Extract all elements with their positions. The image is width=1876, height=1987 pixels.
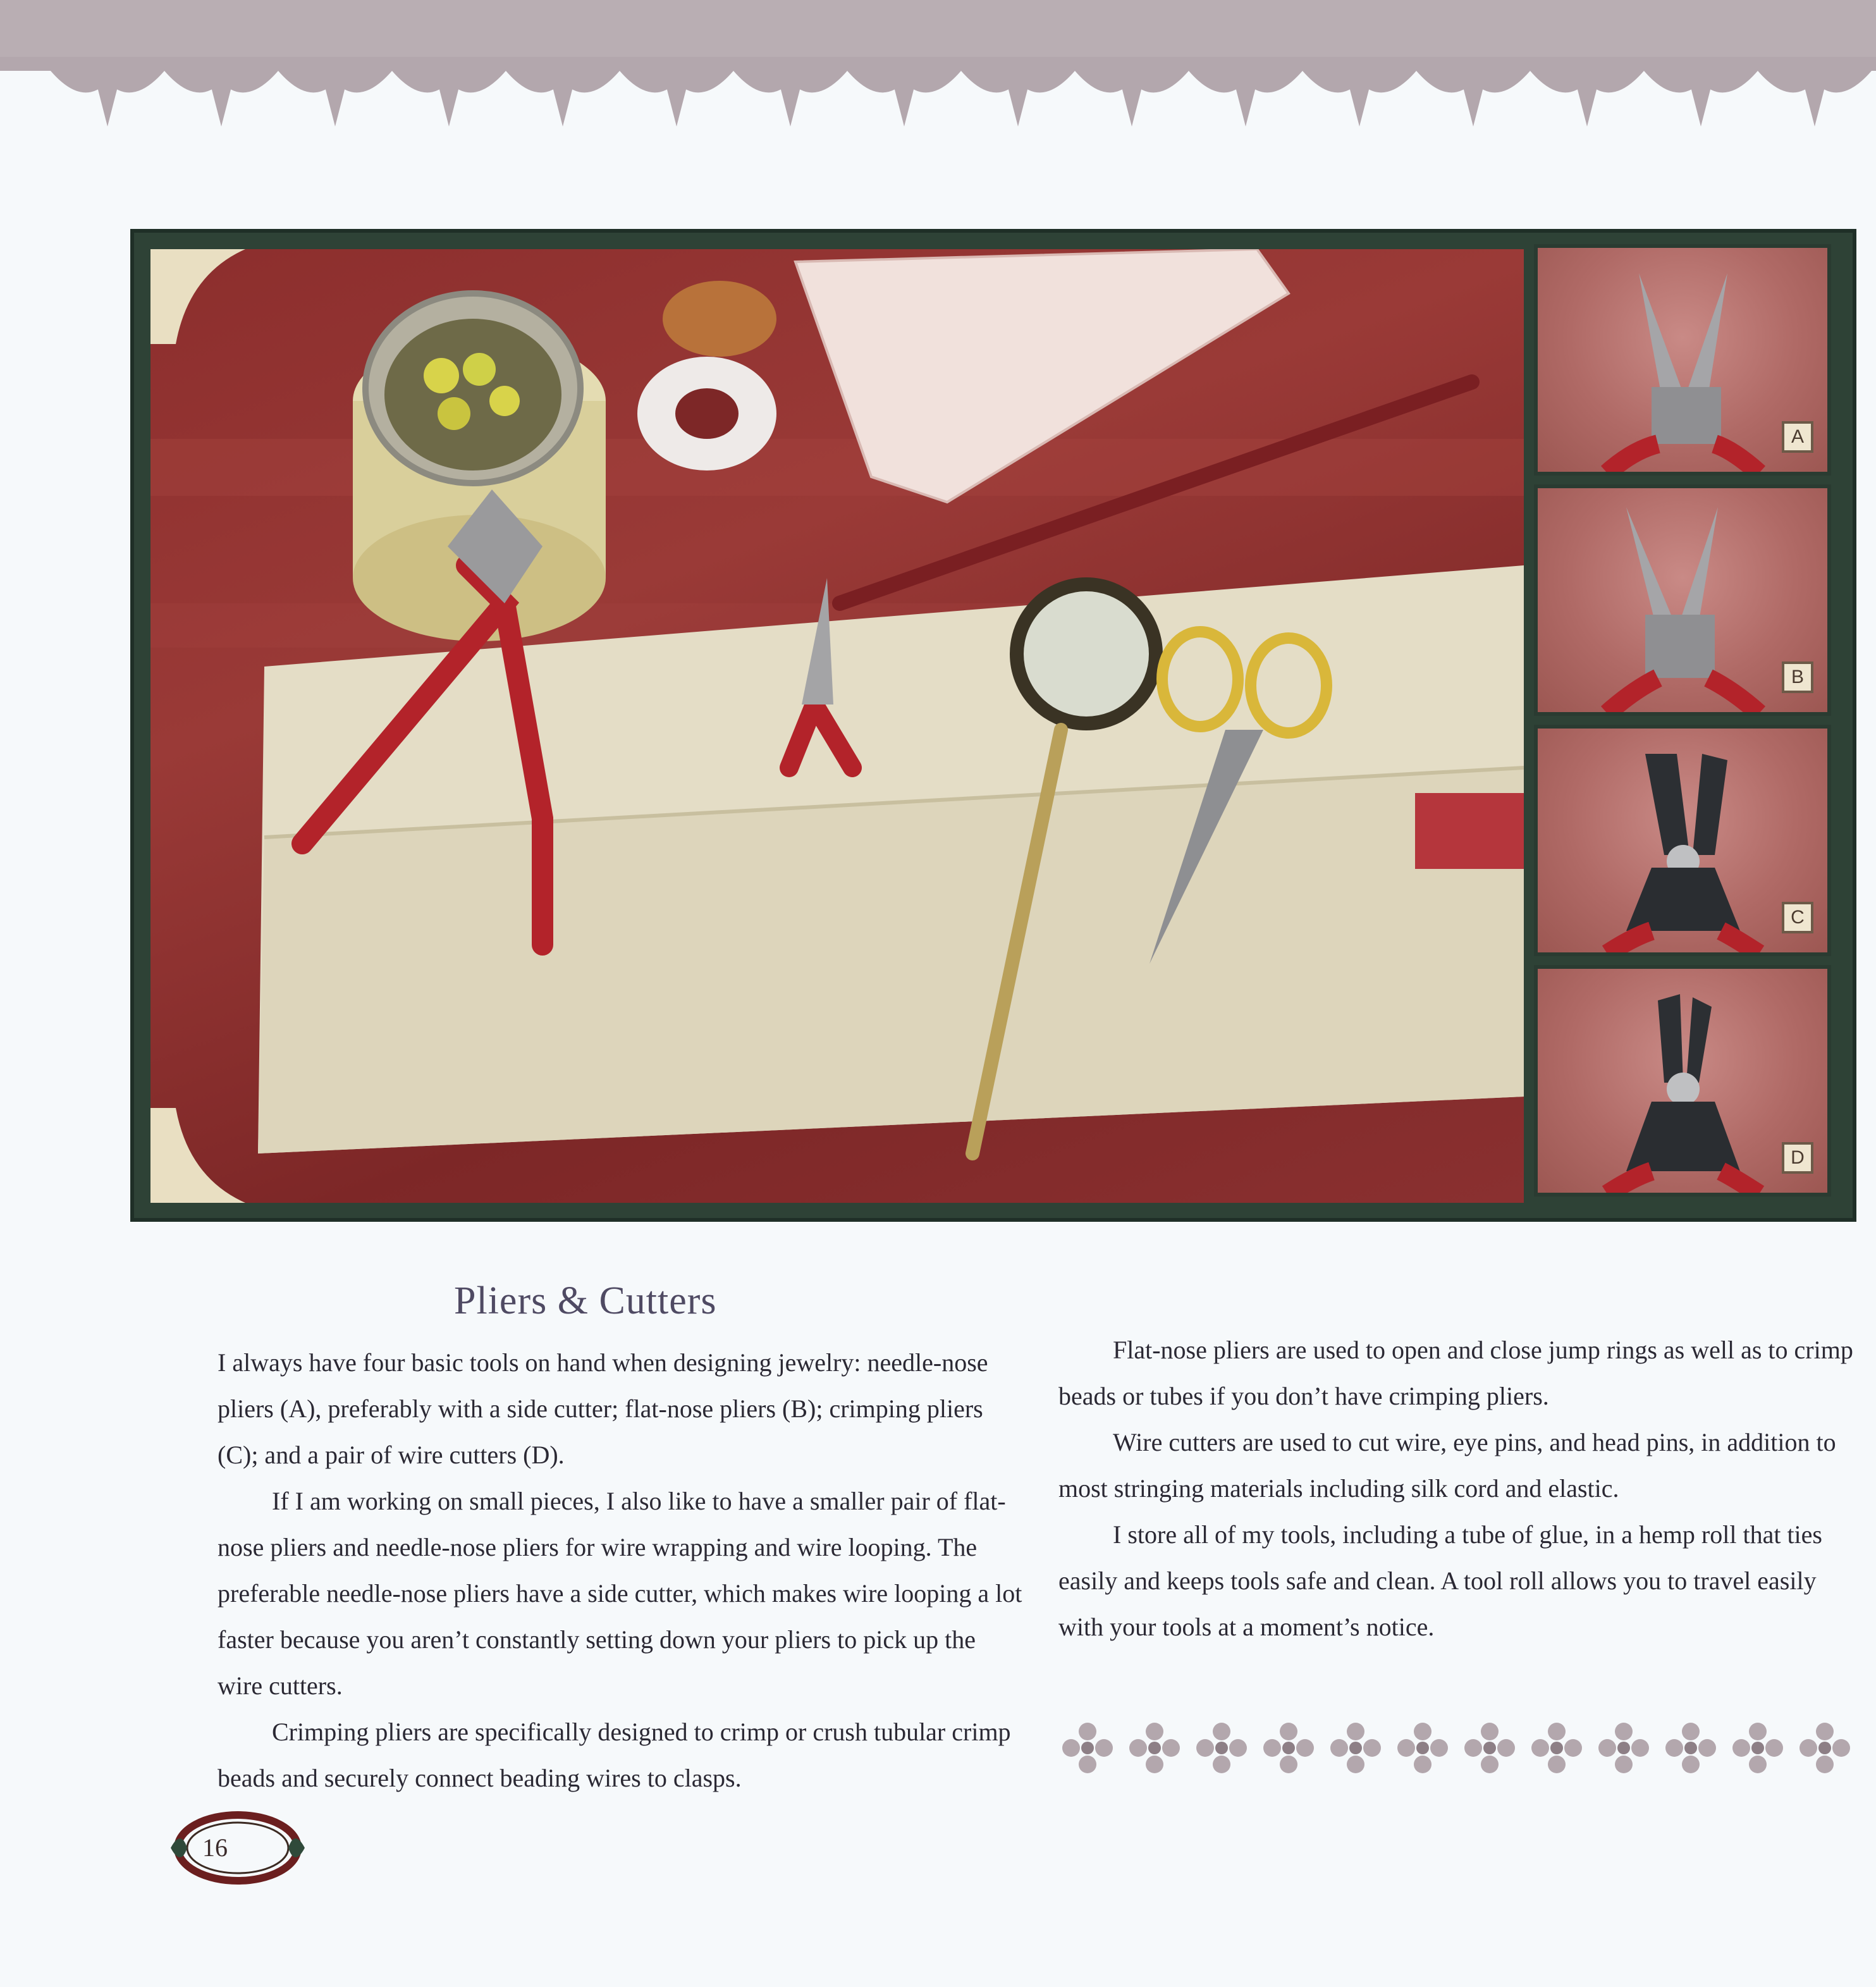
ornament-flower — [1062, 1723, 1113, 1773]
border-fleur — [278, 71, 392, 126]
paragraph-flat-nose-pliers: Flat-nose pliers are used to open and close jump rings as well as to crimp beads or tubes if you don’t have crimping pliers. — [1058, 1336, 1853, 1410]
right-text-column — [1058, 1327, 1859, 1650]
border-fleur — [1189, 71, 1303, 126]
border-fleur — [1416, 71, 1530, 126]
ornament-flower — [1196, 1723, 1247, 1773]
ornament-flower — [1330, 1723, 1381, 1773]
ornament-flower — [1129, 1723, 1180, 1773]
ornament-flower — [1732, 1723, 1783, 1773]
inset-label-b: B — [1782, 661, 1813, 693]
ornament-flower — [1464, 1723, 1515, 1773]
ornament-flower — [1397, 1723, 1448, 1773]
paragraph-wire-cutters: Wire cutters are used to cut wire, eye pins, and head pins, in addition to most stringing materials including silk cord and elastic. — [1058, 1428, 1836, 1503]
border-fleur — [1303, 71, 1416, 126]
left-text-column — [218, 1339, 1027, 1801]
inset-label-d: D — [1782, 1142, 1813, 1174]
border-fleur — [733, 71, 847, 126]
page-number: 16 — [202, 1833, 228, 1862]
border-fleur — [392, 71, 506, 126]
photo-frame — [130, 229, 1856, 1222]
border-fleur — [620, 71, 733, 126]
border-fleur — [1530, 71, 1644, 126]
ornament-flower — [1665, 1723, 1716, 1773]
ornament-flower — [1799, 1723, 1850, 1773]
inset-label-a: A — [1782, 421, 1813, 453]
border-fleur — [961, 71, 1075, 126]
inset-label-c: C — [1782, 902, 1813, 933]
border-fleur — [847, 71, 961, 126]
top-fleur-border — [0, 38, 1876, 164]
paragraph-small-pieces: If I am working on small pieces, I also like to have a smaller pair of flat-nose pliers and needle-nose pliers for wire wrapping and wire looping. The preferable needle-nose pliers have a side cutter, which makes wire looping a lot faster because you aren’t constantly setting down your pliers to pick up the wire cutters. — [218, 1487, 1022, 1700]
border-fleur — [1644, 71, 1758, 126]
paragraph-tool-roll: I store all of my tools, including a tube of glue, in a hemp roll that ties easily and keeps tools safe and clean. A tool roll allows you to travel easily with your tools at a moment’s notice. — [1058, 1520, 1822, 1641]
border-fleur — [164, 71, 278, 126]
tool-roll-photo — [150, 249, 1524, 1203]
flower-ornament-row — [1056, 1716, 1859, 1780]
border-fleur — [51, 71, 164, 126]
paragraph-basic-tools: I always have four basic tools on hand when designing jewelry: needle-nose pliers (A), preferably with a side cutter; flat-nose pliers (B); crimping pliers (C); and a pair of wire cutters (D). — [218, 1348, 988, 1469]
inset-crimping-pliers — [1534, 725, 1831, 956]
border-fleur — [1075, 71, 1189, 126]
inset-needle-nose-pliers — [1534, 244, 1831, 476]
border-fleur — [506, 71, 620, 126]
ornament-flower — [1263, 1723, 1314, 1773]
inset-flat-nose-pliers — [1534, 484, 1831, 716]
ornament-flower — [1531, 1723, 1582, 1773]
border-bar — [0, 57, 1876, 71]
border-fleur — [1758, 71, 1872, 126]
paragraph-crimping-pliers: Crimping pliers are specifically designed to crimp or crush tubular crimp beads and securely connect beading wires to clasps. — [218, 1718, 1011, 1792]
section-title: Pliers & Cutters — [454, 1279, 717, 1322]
ornament-flower — [1598, 1723, 1649, 1773]
inset-wire-cutters — [1534, 965, 1831, 1197]
plier-insets — [1534, 244, 1837, 1207]
